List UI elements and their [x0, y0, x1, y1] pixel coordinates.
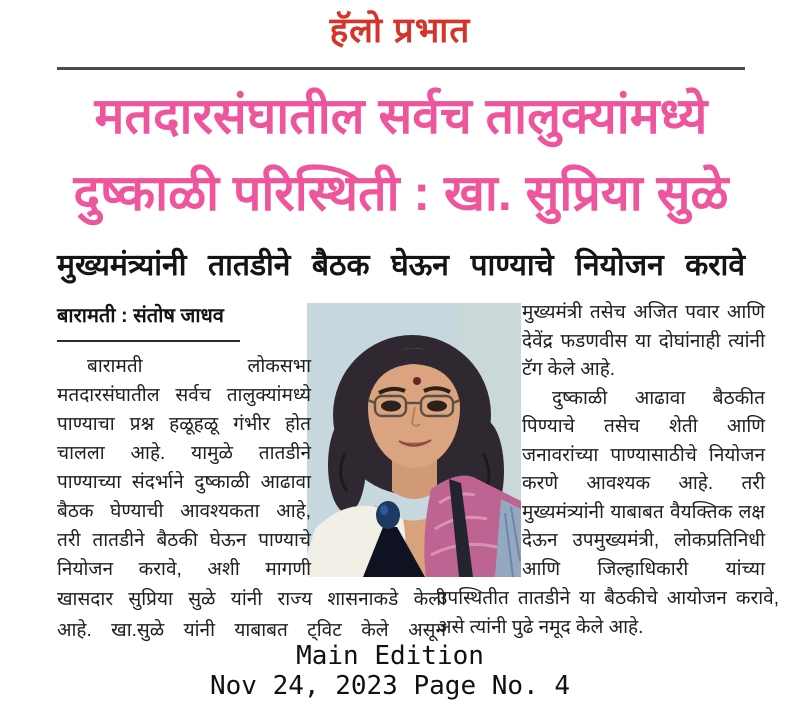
body-text-line: टॅग केले आहे.: [522, 359, 616, 380]
article-photo: [307, 303, 521, 577]
body-text-line: मुख्यमंत्री तसेच अजित पवार आणि: [522, 302, 765, 323]
body-text-line: आणि जिल्हाधिकारी यांच्या: [522, 558, 765, 580]
body-text-line: खासदार सुप्रिया सुळे यांनी राज्य शासनाकडे केली: [57, 589, 446, 610]
body-text-line: पिण्याचे तसेच शेती आणि: [522, 416, 765, 437]
masthead-title: हॅलो प्रभात: [329, 11, 471, 50]
body-text-line: नियोजन करावे, अशी मागणी: [57, 559, 311, 580]
byline: बारामती : संतोष जाधव: [57, 305, 224, 327]
footer-date-page: Nov 24, 2023 Page No. 4: [209, 671, 571, 701]
body-text-line: पाण्याचा प्रश्न हळूहळू गंभीर होत: [57, 414, 311, 435]
body-text-line: असे त्यांनी पुढे नमूद केले आहे.: [437, 617, 644, 638]
body-text-line: मतदारसंघातील सर्वच तालुक्यांमध्ये: [57, 385, 311, 406]
headline-line-2: दुष्काळी परिस्थिती : खा. सुप्रिया सुळे: [73, 165, 729, 221]
body-text-line: जनावरांच्या पाण्यासाठीचे नियोजन: [522, 444, 765, 466]
body-text-right-column-wide: [437, 584, 779, 642]
body-text-line: आहे. खा.सुळे यांनी याबाबत ट्विट केले असून: [57, 620, 446, 641]
body-text-line: करणे आवश्यक आहे. तरी: [522, 473, 765, 494]
body-text-line: पाण्याच्या संदर्भाने दुष्काळी आढावा: [57, 472, 311, 493]
body-text-line: बैठक घेण्याची आवश्यकता आहे,: [57, 501, 311, 522]
clipping-footer: [0, 641, 780, 701]
portrait-photo-illustration: [307, 303, 521, 577]
body-text-line: दुष्काळी आढावा बैठकीत: [552, 387, 765, 409]
body-text-line: चालला आहे. यामुळे तातडीने: [57, 443, 311, 464]
masthead-divider-rule: [57, 67, 745, 70]
article-headline: [48, 78, 754, 232]
body-text-line: मुख्यमंत्र्यांनी याबाबत वैयक्तिक लक्ष: [522, 501, 765, 523]
body-text-left-column-wide: [57, 584, 446, 646]
body-text-line: तरी तातडीने बैठकी घेऊन पाण्याचे: [57, 530, 311, 551]
body-text-line: देवेंद्र फडणवीस या दोघांनाही त्यांनी: [522, 330, 765, 352]
footer-edition: Main Edition: [296, 641, 484, 671]
body-text-line: बारामती लोकसभा: [87, 356, 311, 377]
body-text-line: उपस्थितीत तातडीने या बैठकीचे आयोजन करावे,: [437, 588, 779, 609]
body-text-right-column: [522, 299, 765, 584]
body-text-line: देऊन उपमुख्यमंत्री, लोकप्रतिनिधी: [522, 530, 765, 551]
headline-line-1: मतदारसंघातील सर्वच तालुक्यांमध्ये: [94, 88, 708, 144]
article-subheadline: मुख्यमंत्र्यांनी तातडीने बैठक घेऊन पाण्याचे नियोजन करावे: [57, 249, 745, 282]
body-text-left-column: [57, 352, 311, 584]
byline-underline: [57, 340, 240, 342]
